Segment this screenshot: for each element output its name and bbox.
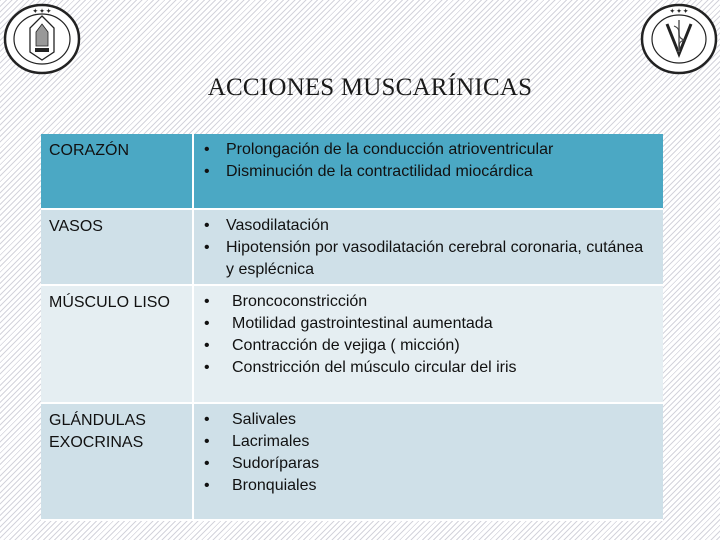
list-item: • Lacrimales — [204, 431, 655, 453]
university-seal-icon — [2, 2, 82, 76]
row-items — [193, 209, 663, 285]
bullet-list — [204, 215, 655, 281]
list-item: • Motilidad gastrointestinal aumentada — [204, 313, 655, 335]
list-item: • Salivales — [204, 409, 655, 431]
bullet-icon: • — [204, 411, 210, 428]
bullet-icon: • — [204, 293, 210, 310]
bullet-icon: • — [204, 217, 210, 234]
bullet-list — [204, 409, 655, 497]
row-items — [193, 285, 663, 403]
svg-text:✦ ✦ ✦: ✦ ✦ ✦ — [32, 9, 52, 15]
bullet-list — [204, 291, 655, 379]
table-row — [41, 403, 663, 520]
row-items — [193, 403, 663, 520]
svg-text:✦ ✦ ✦: ✦ ✦ ✦ — [669, 9, 689, 15]
row-label: CORAZÓN — [41, 134, 193, 209]
faculty-seal-icon — [639, 2, 719, 76]
muscarinic-actions-table — [41, 134, 663, 521]
bullet-icon: • — [204, 477, 210, 494]
bullet-icon: • — [204, 315, 210, 332]
bullet-icon: • — [204, 163, 210, 180]
list-item: • Disminución de la contractilidad miocárdica — [204, 161, 655, 183]
bullet-icon: • — [204, 337, 210, 354]
slide-title: ACCIONES MUSCARÍNICAS — [207, 74, 533, 101]
bullet-icon: • — [204, 141, 210, 158]
list-item: • Contracción de vejiga ( micción) — [204, 335, 655, 357]
table-row — [41, 134, 663, 209]
bullet-list — [204, 139, 655, 183]
list-item: • Broncoconstricción — [204, 291, 655, 313]
bullet-icon: • — [204, 359, 210, 376]
list-item: • Vasodilatación — [204, 215, 655, 237]
row-label: VASOS — [41, 209, 193, 285]
bullet-icon: • — [204, 455, 210, 472]
list-item: • Bronquiales — [204, 475, 655, 497]
list-item: • Hipotensión por vasodilatación cerebral coronaria, cutánea y esplécnica — [204, 239, 644, 278]
table-row — [41, 285, 663, 403]
bullet-icon: • — [204, 433, 210, 450]
row-items — [193, 134, 663, 209]
list-item: • Sudoríparas — [204, 453, 655, 475]
table-row — [41, 209, 663, 285]
list-item: • Constricción del músculo circular del iris — [204, 357, 655, 379]
bullet-icon: • — [204, 239, 210, 256]
row-label: MÚSCULO LISO — [41, 285, 193, 403]
row-label: GLÁNDULAS EXOCRINAS — [41, 403, 193, 520]
list-item: • Prolongación de la conducción atrioventricular — [204, 139, 655, 161]
